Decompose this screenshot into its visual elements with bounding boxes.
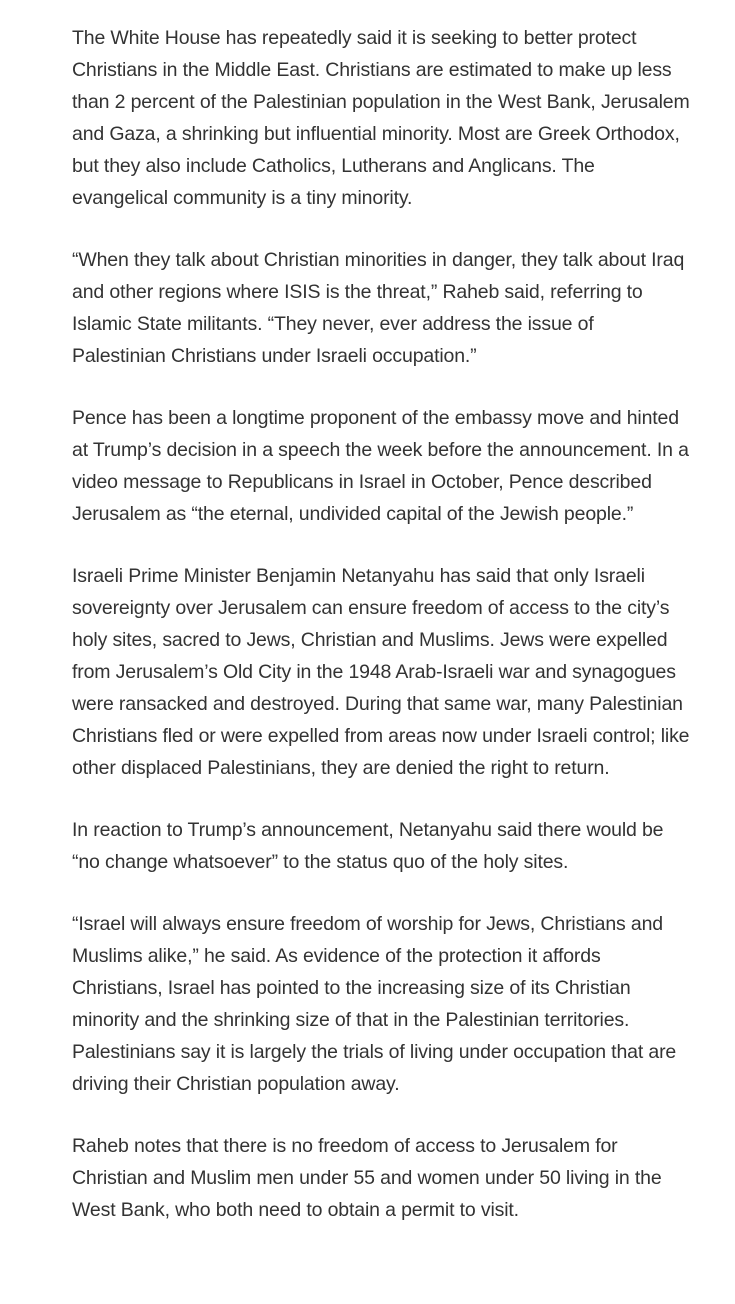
article-body <box>72 22 692 1226</box>
article-paragraph: “Israel will always ensure freedom of worship for Jews, Christians and Muslims alike,” he said. As evidence of the protection it affords Christians, Israel has pointed to the increasing size of its Christian minority and the shrinking size of that in the Palestinian territories. Palestinians say it is largely the trials of living under occupation that are driving their Christian population away. <box>72 913 677 1095</box>
article-paragraph: “When they talk about Christian minorities in danger, they talk about Iraq and other regions where ISIS is the threat,” Raheb said, referring to Islamic State militants. “They never, ever address the issue of Palestinian Christians under Israeli occupation.” <box>72 249 685 367</box>
article-paragraph: Israeli Prime Minister Benjamin Netanyahu has said that only Israeli sovereignty over Jerusalem can ensure freedom of access to the city’s holy sites, sacred to Jews, Christian and Muslims. Jews were expelled from Jerusalem’s Old City in the 1948 Arab-Israeli war and synagogues were ransacked and destroyed. During that same war, many Palestinian Christians fled or were expelled from areas now under Israeli control; like other displaced Palestinians, they are denied the right to return. <box>72 565 690 779</box>
article-paragraph: In reaction to Trump’s announcement, Netanyahu said there would be “no change whatsoever” to the status quo of the holy sites. <box>72 819 664 873</box>
article-paragraph: The White House has repeatedly said it is seeking to better protect Christians in the Middle East. Christians are estimated to make up less than 2 percent of the Palestinian population in the West Bank, Jerusalem and Gaza, a shrinking but influential minority. Most are Greek Orthodox, but they also include Catholics, Lutherans and Anglicans. The evangelical community is a tiny minority. <box>72 27 690 209</box>
article-paragraph: Pence has been a longtime proponent of the embassy move and hinted at Trump’s decision in a speech the week before the announcement. In a video message to Republicans in Israel in October, Pence described Jerusalem as “the eternal, undivided capital of the Jewish people.” <box>72 407 689 525</box>
article-paragraph: Raheb notes that there is no freedom of access to Jerusalem for Christian and Muslim men under 55 and women under 50 living in the West Bank, who both need to obtain a permit to visit. <box>72 1135 662 1221</box>
